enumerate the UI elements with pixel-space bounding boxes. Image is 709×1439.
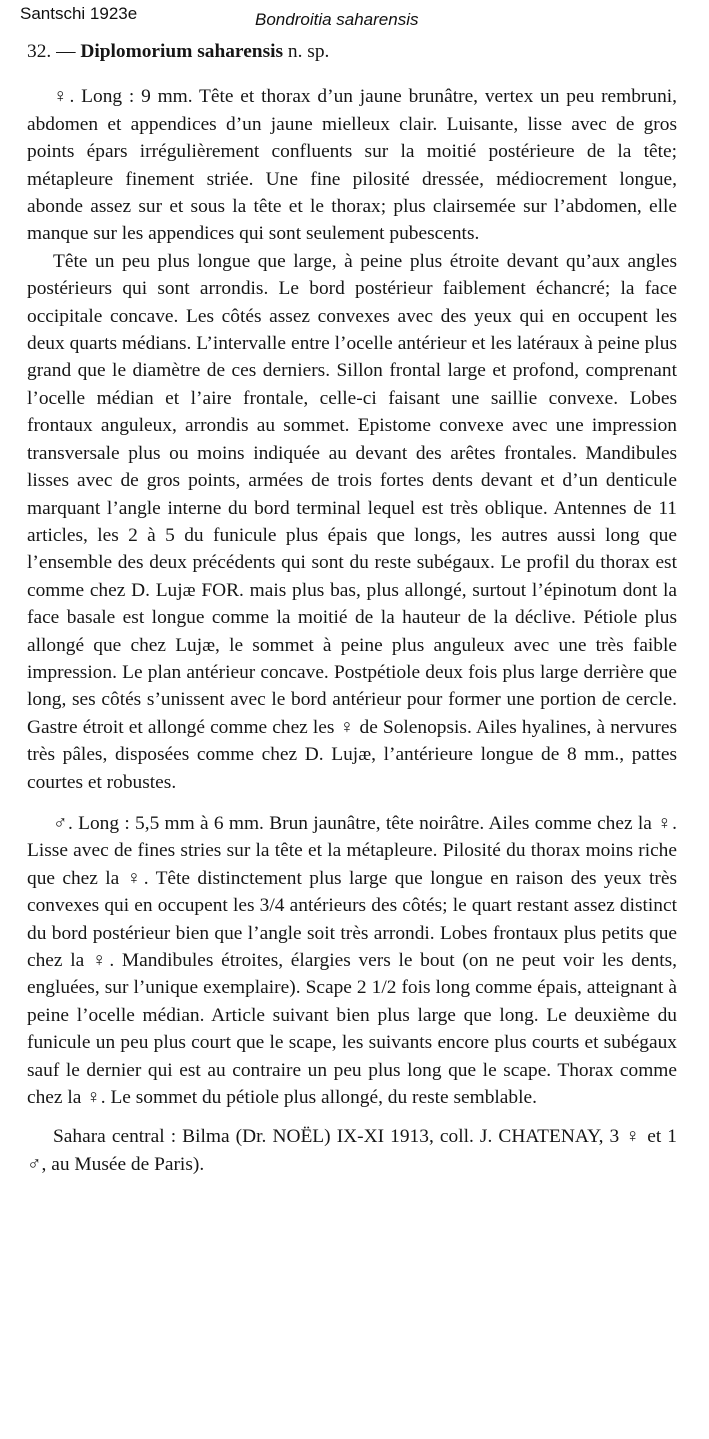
male-description-paragraph: ♂. Long : 5,5 mm à 6 mm. Brun jaunâtre, tête noirâtre. Ailes comme chez la ♀. Lisse avec de fines stries sur la tête et la métapleure. Pilosité du thorax moins riche que chez la ♀. Tête distinctement plus large que longue en raison des yeux très convexes qui en occupent les 3/4 antérieurs des côtés; le quart restant assez distinct du bord postérieur bien que l’angle soit très arrondi. Lobes frontaux plus petits que chez la ♀. Mandibules étroites, élargies vers le bout (on ne peut voir les dents, engluées, sur l’unique exemplaire). Scape 2 1/2 fois long comme épais, atteignant à peine l’ocelle médian. Article suivant bien plus large que long. Le deuxième du funicule un peu plus court que le scape, les suivants encore plus courts et subégaux sauf le dernier qui est au contraire un peu plus long que le scape. Thorax comme chez la ♀. Le sommet du pétiole plus allongé, du reste semblable. — [27, 812, 677, 1109]
female-description-paragraph: ♀. Long : 9 mm. Tête et thorax d’un jaune brunâtre, vertex un peu rembruni, abdomen et appendices d’un jaune mielleux clair. Luisante, lisse avec de gros points épars irrégulièrement confluents sur la moitié postérieure de la tête; métapleure finement striée. Une fine pilosité dressée, médiocrement longue, abonde assez sur et sous la tête et le thorax; plus clairsemée sur l’abdomen, elle manque sur les appendices qui sont seulement pubescents. — [27, 86, 677, 245]
locality-paragraph: Sahara central : Bilma (Dr. NOËL) IX-XI 1913, coll. J. CHATENAY, 3 ♀ et 1 ♂, au Musée de Paris). — [27, 1126, 677, 1175]
female-morphology-paragraph: Tête un peu plus longue que large, à peine plus étroite devant qu’aux angles postérieurs qui sont arrondis. Le bord postérieur faiblement échancré; la face occipitale concave. Les côtés assez convexes avec des yeux qui en occupent les deux quarts médians. L’intervalle entre l’ocelle antérieur et les latéraux à peine plus grand que le diamètre de ces derniers. Sillon frontal large et profond, comprenant l’ocelle médian et l’aire frontale, celle-ci faisant une saillie convexe. Lobes frontaux anguleux, arrondis au sommet. Epistome convexe avec une impression transversale plus ou moins indiquée au devant des arêtes frontales. Mandibules lisses avec de gros points, armées de trois fortes dents devant et d’un denticule marquant l’angle interne du bord terminal lequel est très oblique. Antennes de 11 articles, les 2 à 5 du funicule plus épais que longs, les autres aussi long que l’ensemble des deux précédents qui sont du reste subégaux. Le profil du thorax est comme chez D. Lujæ FOR. mais plus bas, plus allongé, surtout l’épinotum dont la face basale est longue comme la moitié de la hauteur de la déclive. Pétiole plus allongé que chez Lujæ, le sommet à peine plus anguleux avec une très faible impression. Le plan antérieur concave. Postpétiole deux fois plus large derrière que long, ses côtés s’unissent avec le bord antérieur pour former une portion de cercle. Gastre étroit et allongé comme chez les ♀ de Solenopsis. Ailes hyalines, à nervures très pâles, disposées comme chez D. Lujæ, l’antérieure longue de 8 mm., pattes courtes et robustes. — [27, 250, 677, 793]
species-number: 32. — — [27, 41, 81, 62]
species-suffix: n. sp. — [283, 41, 330, 62]
document-body — [27, 38, 677, 1178]
species-name: Diplomorium saharensis — [80, 41, 284, 62]
page-header-taxon: Bondroitia saharensis — [255, 10, 419, 29]
page-header-citation: Santschi 1923e — [20, 4, 138, 23]
species-heading — [27, 38, 677, 65]
